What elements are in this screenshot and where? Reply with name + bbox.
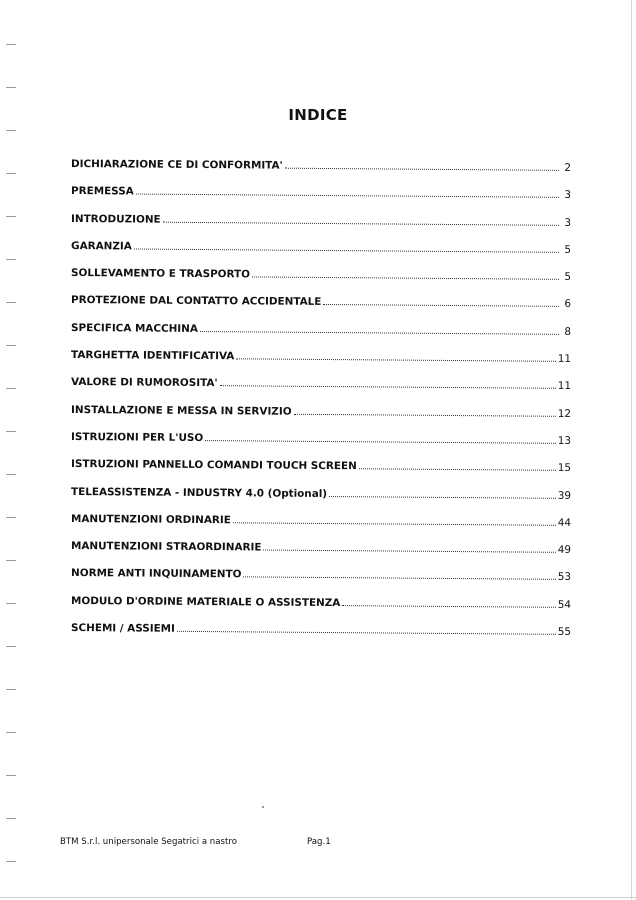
table-of-contents [71,158,571,649]
toc-entry [71,431,571,462]
toc-entry-page: 53 [557,571,572,584]
toc-entry [71,567,571,598]
toc-dot-leader [236,358,555,362]
toc-entry-label: MODULO D'ORDINE MATERIALE O ASSISTENZA [71,594,341,609]
toc-entry-page: 5 [564,243,572,256]
margin-tick [6,775,16,776]
margin-tick [6,603,16,604]
toc-entry [71,240,571,271]
toc-entry-page: 15 [557,462,572,475]
toc-dot-leader [220,386,556,390]
toc-entry [71,294,571,325]
toc-dot-leader [163,221,559,225]
margin-tick [6,732,16,733]
toc-entry-label: GARANZIA [71,239,132,253]
toc-entry [71,158,571,189]
toc-entry-label: MANUTENZIONI ORDINARIE [71,512,231,527]
toc-entry [71,213,571,244]
toc-entry-page: 6 [564,298,572,311]
toc-entry-page: 44 [557,516,572,529]
margin-tick [6,173,16,174]
toc-entry [71,458,571,489]
margin-tick [6,689,16,690]
margin-tick [6,44,16,45]
toc-dot-leader [177,631,556,635]
toc-entry [71,622,571,653]
toc-dot-leader [136,194,559,198]
toc-entry-page: 5 [564,271,572,284]
toc-entry-page: 11 [557,380,572,393]
scan-bottom-edge [0,897,636,898]
margin-tick [6,345,16,346]
toc-entry-label: TARGHETTA IDENTIFICATIVA [71,349,235,363]
toc-entry-label: INTRODUZIONE [71,212,161,226]
toc-dot-leader [205,440,556,444]
margin-tick [6,517,16,518]
toc-entry [71,513,571,544]
toc-entry-page: 3 [564,216,572,229]
toc-dot-leader [285,168,559,171]
toc-entry-label: PREMESSA [71,185,134,198]
toc-dot-leader [134,248,559,252]
page-title: INDICE [288,106,348,124]
toc-entry-page: 39 [557,489,572,502]
toc-entry-page: 3 [564,189,572,202]
toc-entry-page: 12 [557,407,572,420]
toc-entry-page: 49 [557,543,572,557]
toc-entry-page: 54 [557,598,572,611]
margin-tick [6,431,16,432]
margin-tick [6,302,16,303]
binding-margin-marks [0,0,24,900]
toc-entry [71,376,571,407]
toc-dot-leader [329,496,556,499]
toc-dot-leader [233,522,556,526]
toc-entry-label: DICHIARAZIONE CE DI CONFORMITA' [71,158,283,172]
toc-entry-label: SOLLEVAMENTO E TRASPORTO [71,267,251,281]
toc-entry-label: TELEASSISTENZA - INDUSTRY 4.0 (Optional) [71,485,328,500]
toc-entry-label: SPECIFICA MACCHINA [71,321,198,335]
toc-entry-label: VALORE DI RUMOROSITA' [71,376,218,390]
toc-dot-leader [243,577,555,580]
margin-tick [6,861,16,862]
toc-entry-page: 8 [564,325,572,338]
toc-entry-label: INSTALLAZIONE E MESSA IN SERVIZIO [71,403,292,418]
scan-speck [262,806,264,808]
toc-entry-label: ISTRUZIONI PANNELLO COMANDI TOUCH SCREEN [71,458,357,473]
toc-entry [71,486,571,517]
toc-entry-label: ISTRUZIONI PER L'USO [71,430,204,445]
toc-entry [71,404,571,435]
toc-dot-leader [252,277,559,280]
toc-dot-leader [359,469,556,472]
toc-entry-label: NORME ANTI INQUINAMENTO [71,567,242,581]
toc-entry [71,322,571,353]
footer-company: BTM S.r.l. unipersonale Segatrici a nastro [60,837,237,847]
margin-tick [6,388,16,389]
margin-tick [6,818,16,819]
margin-tick [6,646,16,647]
toc-entry-page: 55 [557,625,572,638]
toc-entry-page: 11 [557,352,572,366]
toc-entry-page: 2 [564,161,572,174]
margin-tick [6,130,16,131]
toc-entry [71,595,571,626]
margin-tick [6,216,16,217]
toc-dot-leader [200,331,559,335]
toc-dot-leader [342,605,555,608]
margin-tick [6,474,16,475]
margin-tick [6,87,16,88]
toc-dot-leader [294,413,556,416]
toc-dot-leader [263,550,555,553]
footer-page-number: Pag.1 [307,837,331,847]
margin-tick [6,259,16,260]
toc-entry-label: SCHEMI / ASSIEMI [71,622,175,635]
toc-entry-page: 13 [557,434,572,447]
toc-entry [71,185,571,216]
margin-tick [6,560,16,561]
scan-edge [631,0,632,900]
toc-entry-label: PROTEZIONE DAL CONTATTO ACCIDENTALE [71,294,322,309]
toc-dot-leader [323,304,559,307]
toc-entry-label: MANUTENZIONI STRAORDINARIE [71,540,262,554]
